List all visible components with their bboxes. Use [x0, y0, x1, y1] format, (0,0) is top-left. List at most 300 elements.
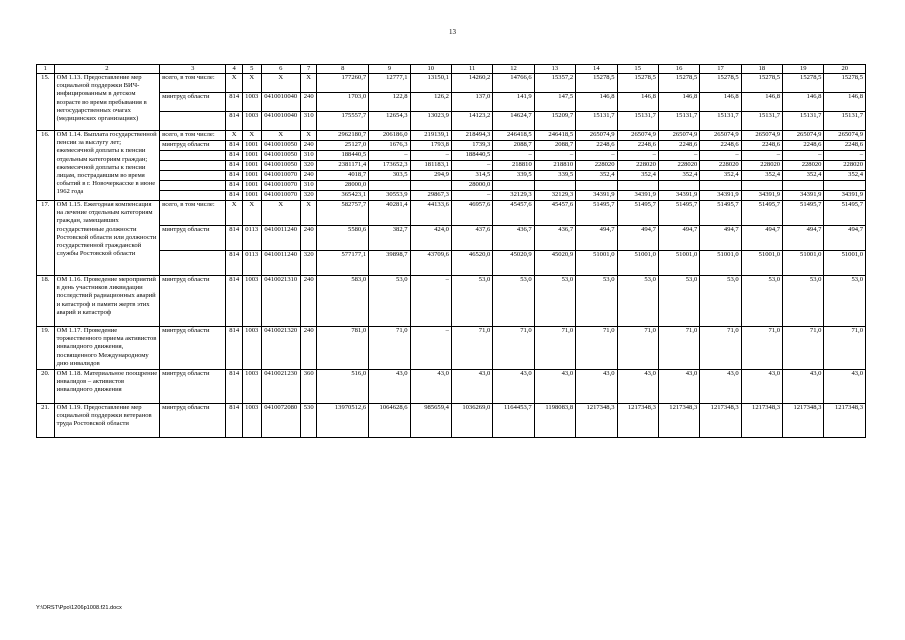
measure-name: ОМ 1.18. Материальное поощрение инвалидов – активистов инвалидного движения: [54, 370, 160, 404]
value-cell: 51495,7: [617, 201, 658, 226]
code-cell: 814: [226, 404, 243, 438]
value-cell: –: [451, 191, 492, 201]
value-cell: 122,8: [369, 93, 410, 112]
column-header: 20: [824, 65, 866, 74]
value-cell: 15131,7: [700, 112, 741, 131]
code-cell: X: [226, 74, 243, 93]
value-cell: 2248,6: [658, 141, 699, 151]
code-cell: 814: [226, 226, 243, 251]
value-cell: 51495,7: [741, 201, 782, 226]
value-cell: [410, 181, 451, 191]
value-cell: 51001,0: [617, 251, 658, 276]
value-cell: 265074,9: [700, 131, 741, 141]
value-cell: 1217348,3: [617, 404, 658, 438]
code-cell: 0410010050: [261, 161, 300, 171]
value-cell: –: [410, 276, 451, 327]
value-cell: 15278,5: [783, 74, 824, 93]
value-cell: 51001,0: [783, 251, 824, 276]
value-cell: 53,0: [741, 276, 782, 327]
code-cell: 1003: [242, 93, 261, 112]
value-cell: 15131,7: [576, 112, 617, 131]
value-cell: 51495,7: [658, 201, 699, 226]
value-cell: 43,0: [658, 370, 699, 404]
value-cell: 53,0: [369, 276, 410, 327]
value-cell: [617, 181, 658, 191]
value-cell: [658, 181, 699, 191]
value-cell: 181183,1: [410, 161, 451, 171]
value-cell: 43,0: [534, 370, 575, 404]
value-cell: –: [658, 151, 699, 161]
value-cell: 15131,7: [741, 112, 782, 131]
code-cell: 814: [226, 276, 243, 327]
table-row: [37, 404, 866, 438]
executor-cell: минтруд области: [160, 370, 226, 404]
value-cell: 53,0: [700, 276, 741, 327]
value-cell: 14260,2: [451, 74, 492, 93]
value-cell: 436,7: [534, 226, 575, 251]
value-cell: 352,4: [576, 171, 617, 181]
measure-name: ОМ 1.15. Ежегодная компенсация на лечение отдельным категориям граждан, замещавших государственные должности Ростовской области или должности государственной гражданской службы Ростовской области: [54, 201, 160, 276]
value-cell: 43,0: [576, 370, 617, 404]
value-cell: 2088,7: [493, 141, 534, 151]
table-row: [37, 181, 866, 191]
value-cell: 15278,5: [576, 74, 617, 93]
code-cell: 1003: [242, 112, 261, 131]
code-cell: 1003: [242, 370, 261, 404]
value-cell: 71,0: [451, 327, 492, 370]
code-cell: 240: [300, 327, 317, 370]
code-cell: 310: [300, 112, 317, 131]
column-header: 13: [534, 65, 575, 74]
value-cell: 45020,9: [534, 251, 575, 276]
value-cell: 34391,9: [658, 191, 699, 201]
value-cell: 34391,9: [700, 191, 741, 201]
value-cell: 43,0: [741, 370, 782, 404]
value-cell: 43,0: [783, 370, 824, 404]
value-cell: 12654,3: [369, 112, 410, 131]
code-cell: 0410010050: [261, 151, 300, 161]
table-row: [37, 327, 866, 370]
code-cell: X: [261, 201, 300, 226]
value-cell: 175557,7: [317, 112, 369, 131]
value-cell: 28000,0: [317, 181, 369, 191]
code-cell: 814: [226, 181, 243, 191]
value-cell: 34391,9: [741, 191, 782, 201]
value-cell: 339,5: [534, 171, 575, 181]
code-cell: 1001: [242, 141, 261, 151]
value-cell: 206186,0: [369, 131, 410, 141]
executor-cell: минтруд области: [160, 327, 226, 370]
value-cell: 218494,3: [451, 131, 492, 141]
value-cell: 494,7: [658, 226, 699, 251]
value-cell: 228020: [576, 161, 617, 171]
row-number: 21.: [37, 404, 55, 438]
value-cell: 516,0: [317, 370, 369, 404]
value-cell: 43709,6: [410, 251, 451, 276]
table-row: [37, 131, 866, 141]
executor-cell: [160, 161, 226, 171]
value-cell: 1217348,3: [741, 404, 782, 438]
value-cell: 34391,9: [576, 191, 617, 201]
code-cell: 240: [300, 276, 317, 327]
value-cell: 53,0: [493, 276, 534, 327]
code-cell: 0410021310: [261, 276, 300, 327]
value-cell: 173652,3: [369, 161, 410, 171]
value-cell: 5580,6: [317, 226, 369, 251]
value-cell: 1217348,3: [783, 404, 824, 438]
value-cell: 15278,5: [658, 74, 699, 93]
value-cell: 494,7: [617, 226, 658, 251]
value-cell: 34391,9: [617, 191, 658, 201]
row-number: 17.: [37, 201, 55, 276]
value-cell: 40281,4: [369, 201, 410, 226]
value-cell: –: [617, 151, 658, 161]
code-cell: X: [242, 201, 261, 226]
value-cell: 15357,2: [534, 74, 575, 93]
code-cell: 0410010070: [261, 181, 300, 191]
value-cell: 53,0: [576, 276, 617, 327]
code-cell: X: [300, 74, 317, 93]
code-cell: 1003: [242, 276, 261, 327]
value-cell: 126,2: [410, 93, 451, 112]
value-cell: 51001,0: [741, 251, 782, 276]
value-cell: 71,0: [700, 327, 741, 370]
value-cell: 53,0: [783, 276, 824, 327]
row-number: 20.: [37, 370, 55, 404]
value-cell: 53,0: [534, 276, 575, 327]
value-cell: 1217348,3: [658, 404, 699, 438]
value-cell: 51001,0: [576, 251, 617, 276]
code-cell: 814: [226, 112, 243, 131]
value-cell: 246418,5: [493, 131, 534, 141]
value-cell: 494,7: [741, 226, 782, 251]
value-cell: 424,0: [410, 226, 451, 251]
value-cell: 15131,7: [617, 112, 658, 131]
value-cell: 71,0: [658, 327, 699, 370]
value-cell: 352,4: [617, 171, 658, 181]
measure-name: ОМ 1.16. Проведение мероприятий в день участников ликвидации последствий радиационных аварий и катастроф и памяти жертв этих аварий и катастроф: [54, 276, 160, 327]
value-cell: 218810: [493, 161, 534, 171]
executor-cell: минтруд области: [160, 226, 226, 251]
value-cell: 44133,6: [410, 201, 451, 226]
value-cell: 43,0: [493, 370, 534, 404]
code-cell: 0410010070: [261, 191, 300, 201]
value-cell: 15278,5: [741, 74, 782, 93]
column-header: 11: [451, 65, 492, 74]
file-path-footer: Y:\ORST\Ppo\1206p1008.f21.docx: [36, 605, 122, 611]
value-cell: 71,0: [576, 327, 617, 370]
code-cell: 320: [300, 161, 317, 171]
value-cell: 13150,1: [410, 74, 451, 93]
value-cell: 71,0: [741, 327, 782, 370]
value-cell: 146,8: [741, 93, 782, 112]
value-cell: 294,9: [410, 171, 451, 181]
value-cell: 494,7: [700, 226, 741, 251]
value-cell: 34391,9: [783, 191, 824, 201]
value-cell: 583,0: [317, 276, 369, 327]
value-cell: 2962180,7: [317, 131, 369, 141]
value-cell: 14766,6: [493, 74, 534, 93]
value-cell: 246418,5: [534, 131, 575, 141]
value-cell: 51495,7: [824, 201, 866, 226]
value-cell: 146,8: [576, 93, 617, 112]
value-cell: 1217348,3: [700, 404, 741, 438]
column-header: 18: [741, 65, 782, 74]
value-cell: 188440,5: [451, 151, 492, 161]
value-cell: [534, 181, 575, 191]
value-cell: –: [369, 151, 410, 161]
executor-cell: [160, 251, 226, 276]
value-cell: 265074,9: [617, 131, 658, 141]
value-cell: –: [493, 151, 534, 161]
value-cell: 985659,4: [410, 404, 451, 438]
code-cell: 0410011240: [261, 226, 300, 251]
code-cell: X: [261, 74, 300, 93]
value-cell: 1198083,8: [534, 404, 575, 438]
value-cell: –: [741, 151, 782, 161]
value-cell: 265074,9: [658, 131, 699, 141]
value-cell: 188440,5: [317, 151, 369, 161]
value-cell: 53,0: [824, 276, 866, 327]
value-cell: 146,8: [658, 93, 699, 112]
value-cell: 339,5: [493, 171, 534, 181]
value-cell: 71,0: [617, 327, 658, 370]
table-row: [37, 112, 866, 131]
column-header: 6: [261, 65, 300, 74]
value-cell: 382,7: [369, 226, 410, 251]
row-number: 19.: [37, 327, 55, 370]
value-cell: 141,9: [493, 93, 534, 112]
value-cell: 51495,7: [783, 201, 824, 226]
value-cell: 1217348,3: [576, 404, 617, 438]
column-header: 3: [160, 65, 226, 74]
value-cell: 15278,5: [617, 74, 658, 93]
value-cell: [824, 181, 866, 191]
code-cell: 0410021320: [261, 327, 300, 370]
code-cell: 1001: [242, 161, 261, 171]
code-cell: 814: [226, 370, 243, 404]
value-cell: 218810: [534, 161, 575, 171]
value-cell: –: [783, 151, 824, 161]
value-cell: 2248,6: [824, 141, 866, 151]
column-header: 19: [783, 65, 824, 74]
value-cell: 43,0: [451, 370, 492, 404]
value-cell: 303,5: [369, 171, 410, 181]
code-cell: 1001: [242, 191, 261, 201]
value-cell: 43,0: [617, 370, 658, 404]
table-row: [37, 251, 866, 276]
value-cell: 265074,9: [824, 131, 866, 141]
executor-cell: минтруд области: [160, 141, 226, 151]
value-cell: 265074,9: [783, 131, 824, 141]
table-body: [37, 65, 866, 438]
value-cell: [369, 181, 410, 191]
value-cell: 177260,7: [317, 74, 369, 93]
measure-name: ОМ 1.13. Предоставление мер социальной поддержки ВИЧ-инфицированным в детском возрасте во время пребывания в негосударственных очагах (медицинских организациях): [54, 74, 160, 131]
value-cell: 494,7: [824, 226, 866, 251]
code-cell: 0113: [242, 251, 261, 276]
code-cell: 0410021230: [261, 370, 300, 404]
table-row: [37, 171, 866, 181]
value-cell: 1217348,3: [824, 404, 866, 438]
column-header: 7: [300, 65, 317, 74]
column-header: 10: [410, 65, 451, 74]
header-row: [37, 65, 866, 74]
value-cell: 1164453,7: [493, 404, 534, 438]
table-row: [37, 226, 866, 251]
value-cell: –: [410, 327, 451, 370]
value-cell: –: [700, 151, 741, 161]
value-cell: 15209,7: [534, 112, 575, 131]
code-cell: X: [300, 131, 317, 141]
value-cell: 71,0: [534, 327, 575, 370]
row-number: 18.: [37, 276, 55, 327]
value-cell: 1064628,6: [369, 404, 410, 438]
code-cell: X: [261, 131, 300, 141]
value-cell: 43,0: [824, 370, 866, 404]
table-row: [37, 191, 866, 201]
code-cell: X: [226, 201, 243, 226]
value-cell: 146,8: [783, 93, 824, 112]
value-cell: 14624,7: [493, 112, 534, 131]
value-cell: 45457,6: [534, 201, 575, 226]
code-cell: 240: [300, 93, 317, 112]
value-cell: [741, 181, 782, 191]
executor-cell: всего, в том числе:: [160, 201, 226, 226]
value-cell: 219139,1: [410, 131, 451, 141]
value-cell: 577177,1: [317, 251, 369, 276]
value-cell: 352,4: [824, 171, 866, 181]
value-cell: –: [534, 151, 575, 161]
code-cell: 0410010050: [261, 141, 300, 151]
value-cell: 265074,9: [741, 131, 782, 141]
executor-cell: [160, 151, 226, 161]
table-row: [37, 201, 866, 226]
value-cell: 781,0: [317, 327, 369, 370]
code-cell: 320: [300, 251, 317, 276]
code-cell: 814: [226, 151, 243, 161]
value-cell: [493, 181, 534, 191]
executor-cell: [160, 191, 226, 201]
code-cell: 1001: [242, 151, 261, 161]
code-cell: 0410011240: [261, 251, 300, 276]
value-cell: 228020: [783, 161, 824, 171]
value-cell: 437,6: [451, 226, 492, 251]
code-cell: 814: [226, 327, 243, 370]
executor-cell: всего, в том числе:: [160, 74, 226, 93]
value-cell: 46520,0: [451, 251, 492, 276]
code-cell: 814: [226, 161, 243, 171]
value-cell: 46957,6: [451, 201, 492, 226]
value-cell: 1676,3: [369, 141, 410, 151]
value-cell: 30553,9: [369, 191, 410, 201]
value-cell: –: [576, 151, 617, 161]
value-cell: 352,4: [700, 171, 741, 181]
value-cell: 582757,7: [317, 201, 369, 226]
table-row: [37, 276, 866, 327]
value-cell: 51001,0: [658, 251, 699, 276]
table-row: [37, 370, 866, 404]
value-cell: 4018,7: [317, 171, 369, 181]
value-cell: –: [410, 151, 451, 161]
value-cell: [783, 181, 824, 191]
value-cell: 2248,6: [617, 141, 658, 151]
value-cell: 15131,7: [658, 112, 699, 131]
value-cell: 32129,3: [534, 191, 575, 201]
value-cell: 228020: [658, 161, 699, 171]
column-header: 5: [242, 65, 261, 74]
value-cell: 28000,0: [451, 181, 492, 191]
value-cell: 29867,3: [410, 191, 451, 201]
executor-cell: [160, 112, 226, 131]
column-header: 17: [700, 65, 741, 74]
code-cell: 814: [226, 93, 243, 112]
value-cell: 45457,6: [493, 201, 534, 226]
value-cell: 228020: [617, 161, 658, 171]
budget-table-wrapper: [36, 64, 866, 438]
budget-table: [36, 64, 866, 438]
value-cell: 265074,9: [576, 131, 617, 141]
code-cell: 310: [300, 181, 317, 191]
row-number: 15.: [37, 74, 55, 131]
value-cell: 2088,7: [534, 141, 575, 151]
value-cell: 2248,6: [576, 141, 617, 151]
code-cell: 240: [300, 226, 317, 251]
code-cell: 0410010040: [261, 112, 300, 131]
value-cell: 146,8: [617, 93, 658, 112]
column-header: 9: [369, 65, 410, 74]
column-header: 4: [226, 65, 243, 74]
value-cell: 1703,0: [317, 93, 369, 112]
code-cell: 360: [300, 370, 317, 404]
code-cell: 530: [300, 404, 317, 438]
value-cell: 25127,0: [317, 141, 369, 151]
value-cell: 71,0: [824, 327, 866, 370]
value-cell: 137,0: [451, 93, 492, 112]
value-cell: 51001,0: [700, 251, 741, 276]
value-cell: 15278,5: [824, 74, 866, 93]
value-cell: 34391,9: [824, 191, 866, 201]
code-cell: 1003: [242, 404, 261, 438]
code-cell: 240: [300, 141, 317, 151]
value-cell: 365423,1: [317, 191, 369, 201]
column-header: 12: [493, 65, 534, 74]
code-cell: X: [226, 131, 243, 141]
code-cell: 1001: [242, 171, 261, 181]
value-cell: 14123,2: [451, 112, 492, 131]
value-cell: 146,8: [700, 93, 741, 112]
code-cell: 814: [226, 191, 243, 201]
column-header: 2: [54, 65, 160, 74]
code-cell: X: [300, 201, 317, 226]
code-cell: X: [242, 131, 261, 141]
measure-name: ОМ 1.14. Выплата государственной пенсии за выслугу лет; ежемесячной доплаты к пенсии отдельным категориям граждан; ежемесячной доплаты к пенсии лицам, пострадавшим во время событий в г. Новочеркасске в июне 1962 года: [54, 131, 160, 201]
code-cell: 814: [226, 171, 243, 181]
value-cell: 45020,9: [493, 251, 534, 276]
value-cell: 2248,6: [783, 141, 824, 151]
code-cell: 1001: [242, 181, 261, 191]
value-cell: 2381171,4: [317, 161, 369, 171]
value-cell: 314,5: [451, 171, 492, 181]
code-cell: 1003: [242, 327, 261, 370]
value-cell: 1739,3: [451, 141, 492, 151]
table-row: [37, 161, 866, 171]
table-row: [37, 93, 866, 112]
value-cell: 228020: [741, 161, 782, 171]
code-cell: 0410010040: [261, 93, 300, 112]
row-number: 16.: [37, 131, 55, 201]
value-cell: 53,0: [617, 276, 658, 327]
